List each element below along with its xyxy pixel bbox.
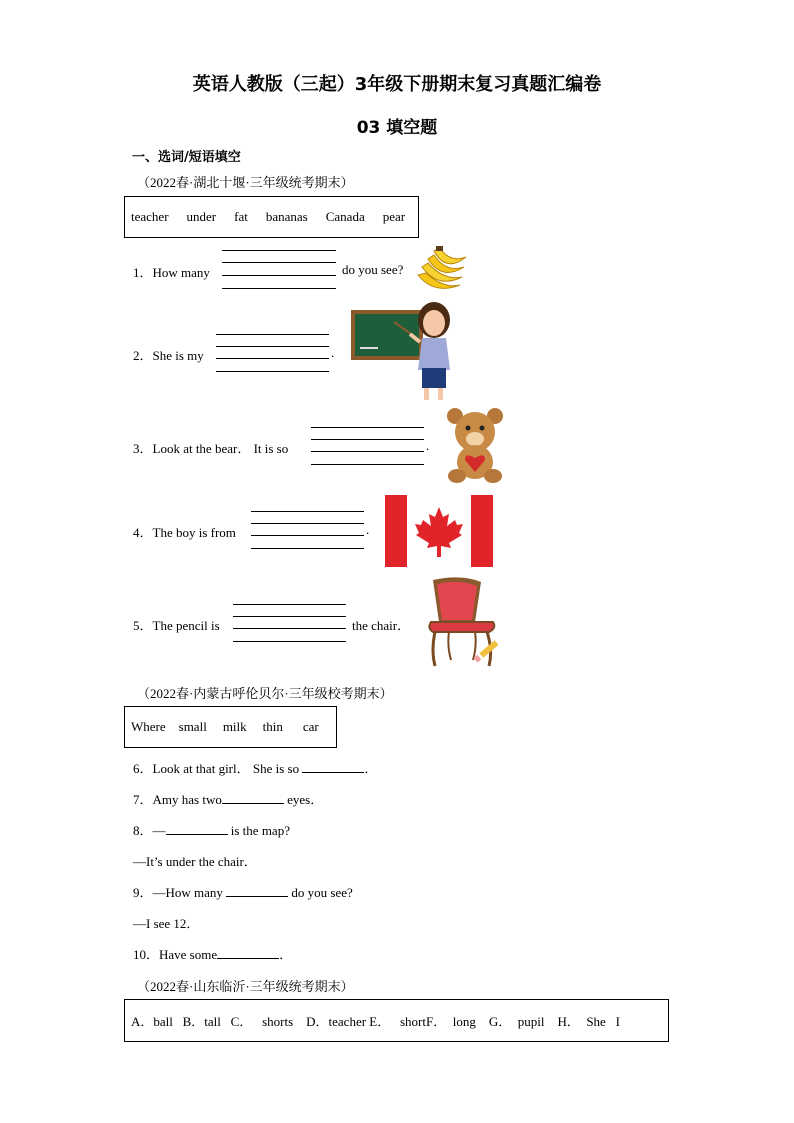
answer-8-line: —It’s under the chair． <box>133 854 257 869</box>
answer-line <box>251 523 364 524</box>
answer-blank <box>166 822 228 835</box>
word-bank-word: small <box>178 719 207 734</box>
question-7-suffix: eyes． <box>287 792 324 807</box>
answer-line <box>311 464 424 465</box>
answer-line <box>222 288 336 289</box>
question-1-suffix: do you see? <box>342 262 404 277</box>
answer-line <box>216 358 329 359</box>
answer-line <box>216 346 329 347</box>
question-3-suffix: . <box>426 438 430 453</box>
page-title: 英语人教版（三起）3年级下册期末复习真题汇编卷 <box>192 74 602 95</box>
question-10-prefix: 10．Have some <box>133 947 218 962</box>
word-bank-word: Where <box>131 719 166 734</box>
question-6-suffix: ． <box>364 761 378 776</box>
word-bank-word: fat <box>234 209 248 224</box>
answer-line <box>311 427 424 428</box>
answer-line <box>216 334 329 335</box>
question-5-prefix: 5．The pencil is <box>133 618 220 633</box>
answer-line <box>233 604 346 605</box>
word-bank-word: under <box>186 209 217 224</box>
section-heading: 一、选词/短语填空 <box>132 150 241 165</box>
source-note-2: （2022春·内蒙古呼伦贝尔·三年级校考期末） <box>137 686 393 701</box>
question-2-suffix: . <box>331 345 335 360</box>
question-8 <box>133 820 290 839</box>
question-9-suffix: do you see? <box>291 885 353 900</box>
answer-9-line: —I see 12． <box>133 916 200 931</box>
word-bank-1 <box>124 196 419 238</box>
answer-line <box>251 548 364 549</box>
answer-blank <box>217 946 279 959</box>
option-list: A．ball B．tall C． shorts D．teacher E． shortF． long G． pupil H． She I <box>131 1014 620 1029</box>
answer-line <box>233 616 346 617</box>
word-bank-word: teacher <box>131 209 169 224</box>
answer-line <box>222 250 336 251</box>
answer-line <box>222 275 336 276</box>
answer-line <box>233 641 346 642</box>
answer-line <box>216 371 329 372</box>
answer-line <box>222 262 336 263</box>
question-2-prefix: 2．She is my <box>133 348 204 363</box>
question-4-prefix: 4．The boy is from <box>133 525 236 540</box>
question-3-prefix: 3．Look at the bear． It is so <box>133 441 289 456</box>
teddy-bear-image <box>443 406 507 484</box>
question-7 <box>133 789 323 808</box>
answer-line <box>311 451 424 452</box>
answer-blank <box>302 760 364 773</box>
question-6-prefix: 6．Look at that girl． She is so <box>133 761 300 776</box>
page-subtitle: 03 填空题 <box>356 118 438 138</box>
word-bank-word: Canada <box>325 209 365 224</box>
bananas-image <box>414 245 468 297</box>
question-9-prefix: 9．—How many <box>133 885 223 900</box>
question-5-suffix: the chair． <box>352 618 411 633</box>
word-bank-word: thin <box>262 719 283 734</box>
word-bank-word: pear <box>382 209 406 224</box>
teacher-image <box>350 298 460 404</box>
chair-image <box>423 576 503 670</box>
answer-blank <box>222 791 284 804</box>
question-9 <box>133 882 353 901</box>
question-10-suffix: ． <box>279 947 293 962</box>
source-note-3: （2022春·山东临沂·三年级统考期末） <box>137 979 354 994</box>
answer-line <box>251 535 364 536</box>
answer-line <box>233 628 346 629</box>
word-bank-word: milk <box>222 719 247 734</box>
answer-line <box>251 511 364 512</box>
word-bank-word: car <box>302 719 319 734</box>
question-4-suffix: . <box>366 522 370 537</box>
question-6 <box>133 758 377 777</box>
answer-line <box>311 439 424 440</box>
question-8-prefix: 8．— <box>133 823 166 838</box>
question-10 <box>133 944 292 963</box>
word-bank-word: bananas <box>265 209 308 224</box>
question-7-prefix: 7．Amy has two <box>133 792 222 807</box>
word-bank-2 <box>124 706 337 748</box>
canada-flag-image <box>385 495 493 567</box>
source-note-1: （2022春·湖北十堰·三年级统考期末） <box>137 175 354 190</box>
option-bank-3 <box>124 999 669 1042</box>
answer-blank <box>226 884 288 897</box>
question-8-suffix: is the map? <box>230 823 290 838</box>
question-1-prefix: 1．How many <box>133 265 210 280</box>
